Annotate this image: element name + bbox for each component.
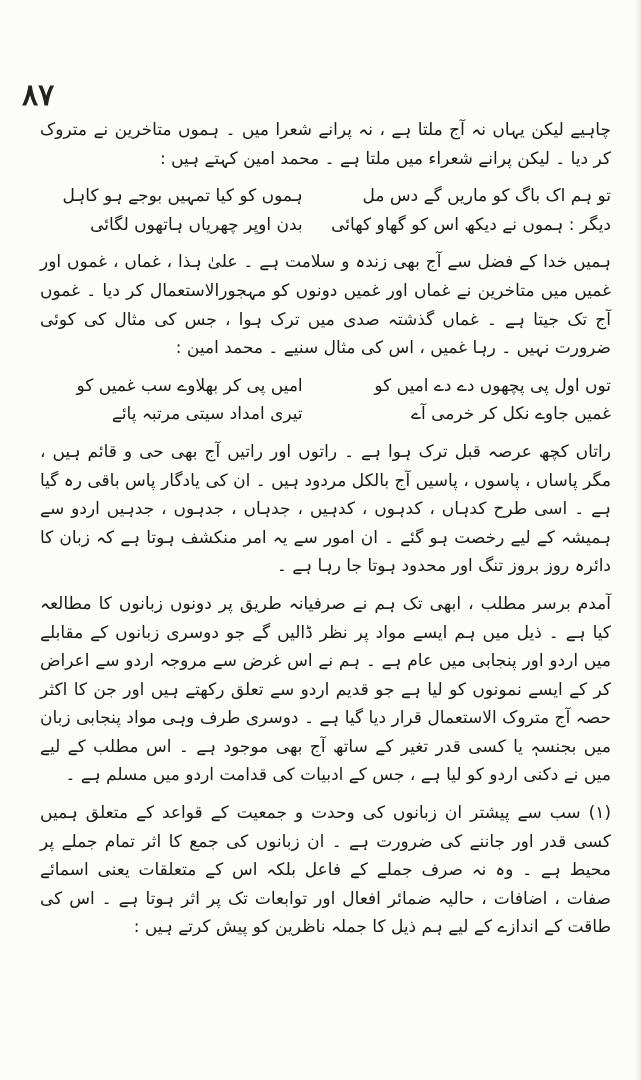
paragraph-5: (۱) سب سے پیشتر ان زبانوں کی وحدت و جمعیت کے قواعد کے متعلق ہمیں کسی قدر اور جاننے کی ضرورت ہے ۔ ان زبانوں کی جمع کا اثر تمام جملے پر محیط ہے ۔ وہ نہ صرف جملے کے فاعل بلکہ اس کے متعلقات یعنی اسمائے صفات ، اضافات ، حالیہ ضمائر افعال اور توابعات تک پر اثر ہوتا ہے ۔ اس کی طاقت کے اندازے کے لیے ہم ذیل کا جملہ ناظرین کو پیش کرتے ہیں : <box>40 803 611 938</box>
couplet-3-first-line: توں اول پی پچھوں دے دے امیں کو <box>374 375 611 396</box>
couplet-1 <box>40 182 611 211</box>
couplet-4-second-line: تیری امداد سیتی مرتبہ پائے <box>111 404 303 425</box>
couplet-2-first-line: ہموں نے دیکھ اس کو گھاو کھائی <box>331 214 564 235</box>
paragraph-2: ہمیں خدا کے فضل سے آج بھی زندہ و سلامت ہے ۔ علیٰ ہذا ، غماں ، غموں اور غمیں میں متاخرین نے غماں اور غمیں دونوں کو مہجورالاستعمال کر دیا ۔ غموں آج تک جیتا ہے ۔ غماں گذشتہ صدی میں ترک ہوا ، جس کی مثال کی کوئی ضرورت نہیں ۔ رہا غمیں ، اس کی مثال سنیے ۔ محمد امین : <box>40 252 611 359</box>
couplet-4 <box>40 400 611 429</box>
couplet-2-label: دیگر : <box>568 214 611 235</box>
couplet-4-first-line: غمیں جاوے نکل کر خرمی آے <box>411 404 611 425</box>
paragraph-3: راتاں کچھ عرصہ قبل ترک ہوا ہے ۔ راتوں اور راتیں آج بھی حی و قائم ہیں ، مگر پاساں ، پاسوں ، پاسیں آج بالکل مردود ہیں ۔ ان کی یادگار پاس باقی رہ گیا ہے ۔ اسی طرح کدہاں ، کدہوں ، کدہیں ، جدہاں ، جدہوں ، جدہیں اردو سے ہمیشہ کے لیے رخصت ہو گئے ۔ ان امور سے یہ امر منکشف ہوتا ہے کہ زبان کا دائرہ روز بروز تنگ اور محدود ہوتا جا رہا ہے ۔ <box>40 441 611 577</box>
page-body <box>40 116 611 942</box>
paragraph-1: چاہیے لیکن یہاں نہ آج ملتا ہے ، نہ پرانے شعرا میں ۔ ہموں متاخرین نے متروک کر دیا ۔ لیکن پرانے شعراء میں ملتا ہے ۔ محمد امین کہتے ہیں : <box>40 120 611 169</box>
paragraph-4: آمدم برسر مطلب ، ابھی تک ہم نے صرفیانہ طریق پر دونوں زبانوں کا مطالعہ کیا ہے ۔ ذیل میں ہم ایسے مواد پر نظر ڈالیں گے جو دوسری زبانوں کے مقابلے میں اردو اور پنجابی میں عام ہے ۔ ہم نے اس غرض سے مروجہ اردو سے اعراض کر کے ایسے نمونوں کو لیا ہے جو قدیم اردو سے تعلق رکھتے ہیں اور جن کا اکثر حصہ آج متروک الاستعمال قرار دیا گیا ہے ۔ دوسری طرف وہی مواد پنجابی زبان میں بجنسہٖ یا کسی قدر تغیر کے ساتھ آج بھی موجود ہے ۔ اس مطلب کے لیے میں نے دکنی اردو کو لیا ہے ، جس کے ادبیات کی قدامت اردو میں مسلم ہے ۔ <box>40 593 611 786</box>
couplet-2-second-line: بدن اوپر چھریاں ہاتھوں لگائی <box>90 214 303 235</box>
couplet-3 <box>40 372 611 401</box>
couplet-1-second-line: ہموں کو کیا تمہیں بوجے ہو کاہل <box>62 186 303 207</box>
page-number: ۸۷ <box>22 78 55 113</box>
couplet-1-first-line: تو ہم اک باگ کو ماریں گے دس مل <box>362 186 611 207</box>
couplet-2 <box>40 211 611 240</box>
page-edge-shadow <box>635 0 641 1080</box>
couplet-3-second-line: امیں پی کر بھلاوے سب غمیں کو <box>76 375 303 396</box>
